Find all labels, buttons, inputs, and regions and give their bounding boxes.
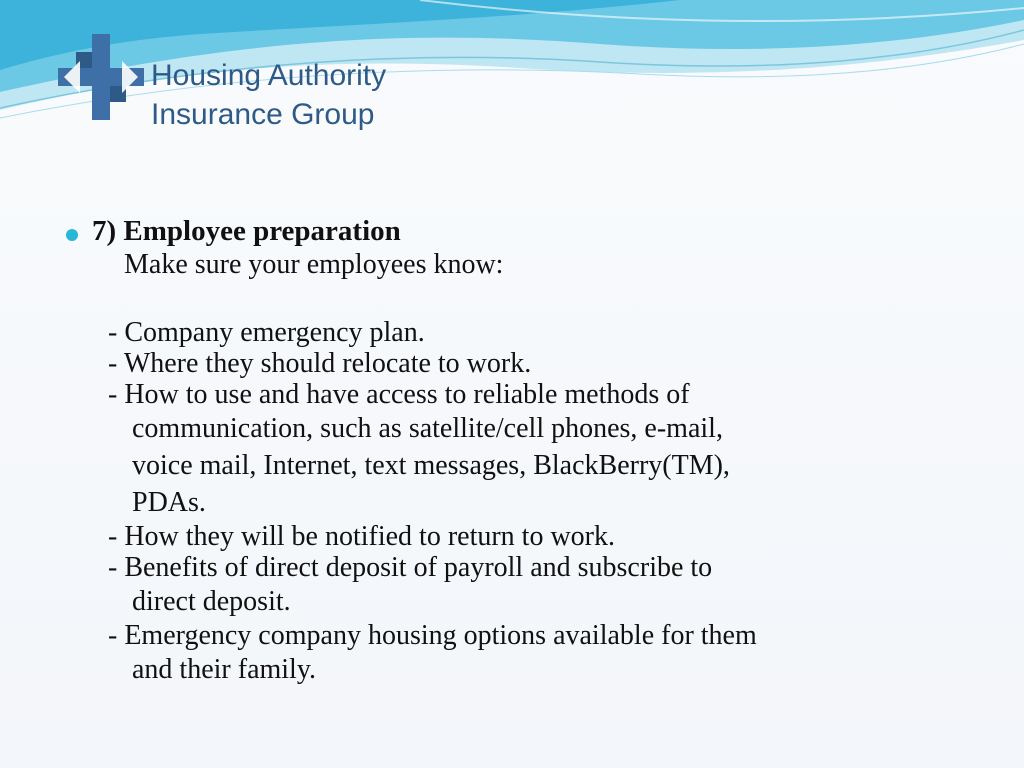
list-item-text: - Company emergency plan. <box>108 317 425 348</box>
list-item-continuation: direct deposit. <box>132 586 291 617</box>
list-item <box>108 348 928 379</box>
list-item <box>108 620 928 688</box>
list-item-text: - How to use and have access to reliable methods of <box>108 379 690 410</box>
list-item <box>108 521 928 552</box>
list-item <box>108 552 928 620</box>
slide-subheading: Make sure your employees know: <box>124 249 504 280</box>
list-item-continuation: communication, such as satellite/cell phones, e-mail, <box>132 413 723 444</box>
list-item-text: - How they will be notified to return to work. <box>108 521 616 552</box>
list-item-continuation: voice mail, Internet, text messages, BlackBerry(TM), <box>132 450 730 481</box>
logo-text-line1: Housing Authority <box>151 59 387 92</box>
list-item-continuation: PDAs. <box>132 487 206 518</box>
list-item-text: - Emergency company housing options available for them <box>108 620 757 651</box>
list-item-continuation: and their family. <box>132 654 317 685</box>
slide-heading: 7) Employee preparation <box>92 215 401 247</box>
list-item-text: - Where they should relocate to work. <box>108 348 532 379</box>
bullet-dot-icon <box>66 229 78 241</box>
list-item <box>108 379 928 521</box>
logo <box>56 32 416 142</box>
plus-cross-logo-icon <box>56 32 146 122</box>
logo-text-line2: Insurance Group <box>151 98 375 131</box>
list-item-text: - Benefits of direct deposit of payroll and subscribe to <box>108 552 713 583</box>
list-item <box>108 317 928 348</box>
preparation-list <box>108 317 928 688</box>
